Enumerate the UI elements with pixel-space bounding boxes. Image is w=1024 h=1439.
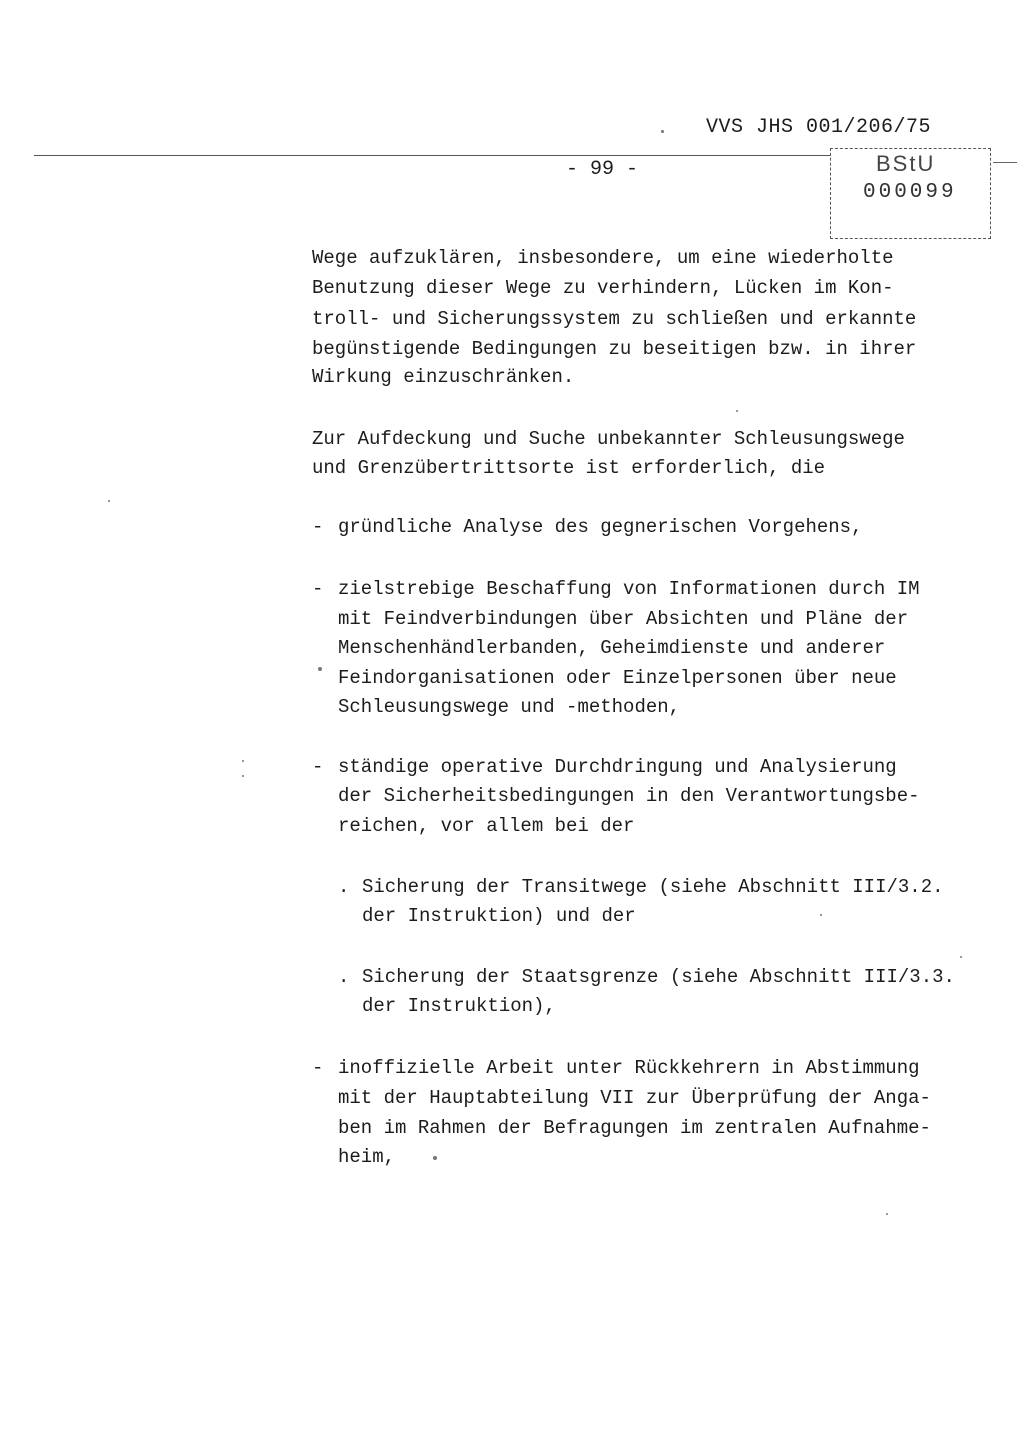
scan-speck <box>661 130 664 133</box>
list-item-2-line-3: Menschenhändlerbanden, Geheimdienste und anderer <box>338 637 886 659</box>
sub-item-2-line-1: Sicherung der Staatsgrenze (siehe Abschnitt III/3.3. <box>362 966 955 988</box>
scan-speck <box>433 1156 437 1160</box>
scan-speck <box>318 667 322 671</box>
list-item-2-line-1: zielstrebige Beschaffung von Informationen durch IM <box>338 578 920 600</box>
list-item-4-line-4: heim, <box>338 1146 396 1168</box>
paragraph-1-line-3: troll- und Sicherungssystem zu schließen und erkannte <box>312 308 917 330</box>
header-rule-end <box>993 162 1017 163</box>
scan-speck <box>886 1213 888 1215</box>
list-item-2-line-2: mit Feindverbindungen über Absichten und Pläne der <box>338 608 909 630</box>
scan-speck <box>108 500 110 502</box>
document-reference: VVS JHS 001/206/75 <box>706 116 932 139</box>
scan-speck <box>242 760 244 762</box>
list-item-4-line-3: ben im Rahmen der Befragungen im zentralen Aufnahme- <box>338 1117 931 1139</box>
header-rule <box>34 155 830 156</box>
list-item-3-line-3: reichen, vor allem bei der <box>338 815 635 837</box>
list-item-4-line-2: mit der Hauptabteilung VII zur Überprüfung der Anga- <box>338 1087 931 1109</box>
scan-speck <box>736 410 738 412</box>
paragraph-2-line-1: Zur Aufdeckung und Suche unbekannter Schleusungswege <box>312 428 905 450</box>
list-dash: - <box>312 516 324 538</box>
list-item-3-line-1: ständige operative Durchdringung und Analysierung <box>338 756 897 778</box>
sub-list-bullet: . <box>338 966 350 988</box>
list-item-1-line-1: gründliche Analyse des gegnerischen Vorgehens, <box>338 516 863 538</box>
paragraph-1-line-1: Wege aufzuklären, insbesondere, um eine wiederholte <box>312 247 894 269</box>
scan-speck <box>960 956 962 958</box>
page-number: - 99 - <box>566 158 639 181</box>
sub-item-1-line-2: der Instruktion) und der <box>362 905 636 927</box>
paragraph-1-line-4: begünstigende Bedingungen zu beseitigen bzw. in ihrer <box>312 338 917 360</box>
list-dash: - <box>312 578 324 600</box>
list-dash: - <box>312 1057 324 1079</box>
scan-speck <box>820 914 822 916</box>
archive-stamp <box>830 148 991 239</box>
sub-item-2-line-2: der Instruktion), <box>362 995 556 1017</box>
stamp-title: BStU <box>876 151 936 176</box>
paragraph-1-line-5: Wirkung einzuschränken. <box>312 366 575 388</box>
list-item-4-line-1: inoffizielle Arbeit unter Rückkehrern in Abstimmung <box>338 1057 920 1079</box>
paragraph-2-line-2: und Grenzübertrittsorte ist erforderlich, die <box>312 457 826 479</box>
list-dash: - <box>312 756 324 778</box>
list-item-3-line-2: der Sicherheitsbedingungen in den Verantwortungsbe- <box>338 785 920 807</box>
scan-speck <box>242 775 244 777</box>
paragraph-1-line-2: Benutzung dieser Wege zu verhindern, Lücken im Kon- <box>312 277 894 299</box>
list-item-2-line-5: Schleusungswege und -methoden, <box>338 696 681 718</box>
stamp-number: 000099 <box>863 181 957 204</box>
list-item-2-line-4: Feindorganisationen oder Einzelpersonen über neue <box>338 667 897 689</box>
sub-item-1-line-1: Sicherung der Transitwege (siehe Abschnitt III/3.2. <box>362 876 944 898</box>
sub-list-bullet: . <box>338 876 350 898</box>
